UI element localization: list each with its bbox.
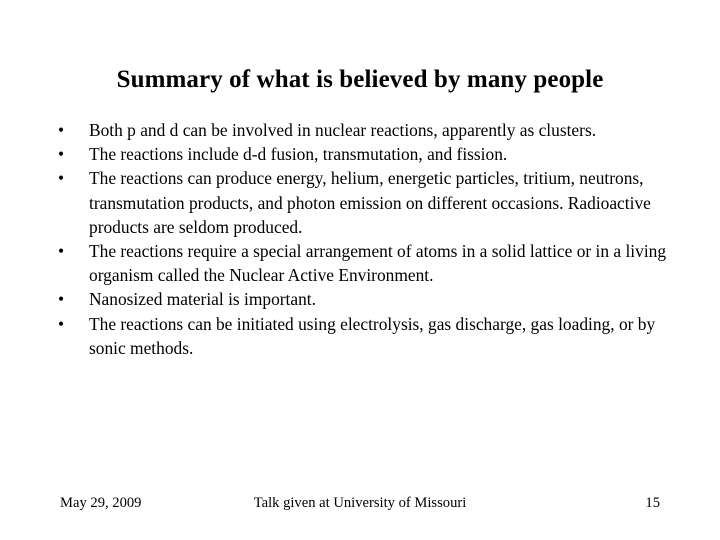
bullet-icon: •: [58, 120, 65, 140]
bullet-item: [58, 142, 668, 166]
bullet-text: The reactions include d-d fusion, transmutation, and fission.: [89, 144, 508, 165]
bullet-text: Nanosized material is important.: [89, 289, 316, 310]
bullet-text: The reactions require a special arrangement of atoms in a solid lattice or in a living organism called the Nuclear Active Environment.: [89, 241, 667, 286]
bullet-text: Both p and d can be involved in nuclear reactions, apparently as clusters.: [89, 120, 597, 140]
bullet-icon: •: [58, 144, 65, 165]
bullet-icon: •: [58, 168, 65, 189]
bullet-text: The reactions can be initiated using electrolysis, gas discharge, gas loading, or by sonic methods.: [89, 313, 656, 358]
bullet-icon: •: [58, 289, 65, 310]
bullet-item: [58, 239, 668, 287]
bullet-icon: •: [58, 313, 65, 334]
footer-date: May 29, 2009: [60, 495, 142, 511]
bullet-icon: •: [58, 241, 65, 262]
slide-page-number: 15: [645, 495, 660, 511]
bullet-list: [58, 118, 668, 360]
slide-title: Summary of what is believed by many people: [116, 66, 604, 93]
bullet-item: [58, 118, 668, 142]
bullet-item: [58, 287, 668, 311]
footer-center-text: Talk given at University of Missouri: [253, 495, 467, 511]
bullet-text: The reactions can produce energy, helium, energetic particles, tritium, neutrons, transmutation products, and photon emission on different occasions. Radioactive products are seldom produced.: [89, 168, 651, 237]
bullet-item: [58, 166, 668, 239]
bullet-item: [58, 312, 668, 360]
